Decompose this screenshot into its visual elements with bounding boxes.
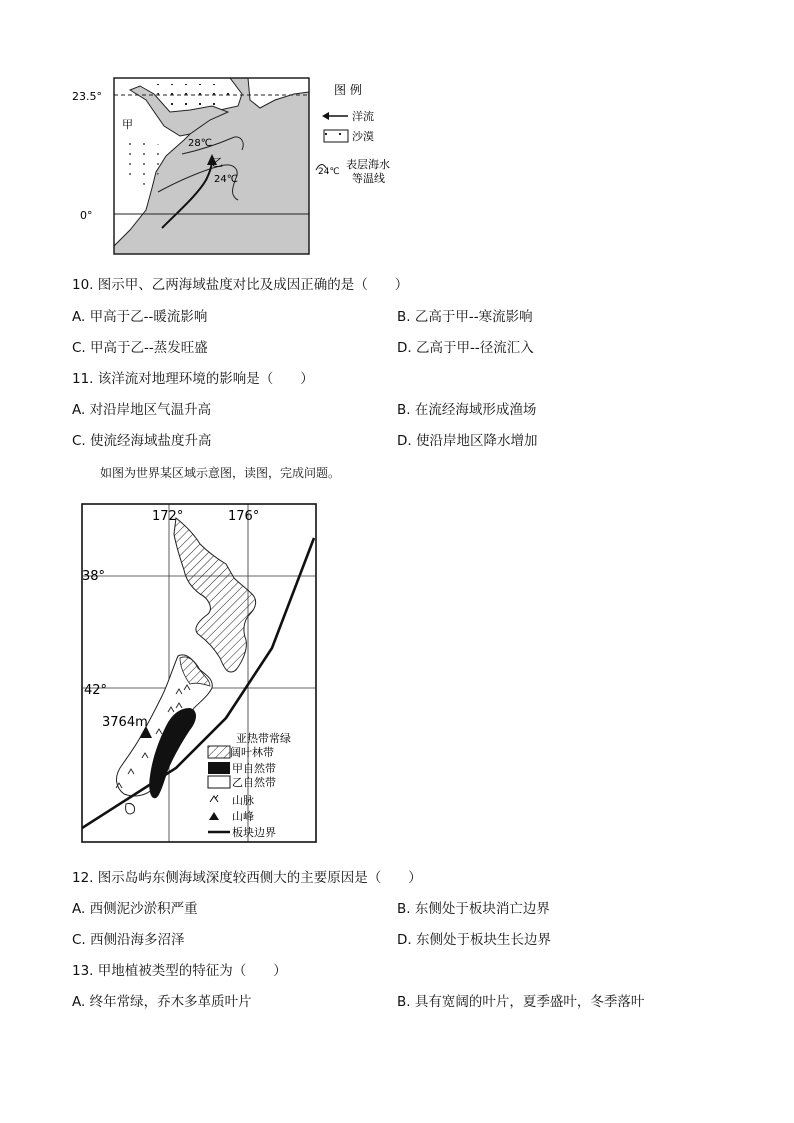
legend-current-label: 洋流 (352, 110, 374, 123)
lat-23-label: 23.5° (72, 90, 102, 103)
q12-stem: 12. 图示岛屿东侧海域深度较西侧大的主要原因是（ ） (72, 870, 422, 886)
label-jia: 甲 (122, 118, 133, 131)
legend-forest-swatch (208, 746, 230, 758)
legend-peak-icon (209, 812, 219, 820)
legend-iso-value: 24℃ (318, 167, 340, 177)
q11-option-d[interactable]: D. 使沿岸地区降水增加 (397, 433, 538, 449)
legend-desert-label: 沙漠 (352, 130, 374, 143)
island-map-svg (76, 498, 326, 848)
q10-option-b[interactable]: B. 乙高于甲--寒流影响 (397, 309, 533, 325)
q13-option-b[interactable]: B. 具有宽阔的叶片，夏季盛叶，冬季落叶 (397, 994, 645, 1010)
q10-stem: 10. 图示甲、乙两海域盐度对比及成因正确的是（ ） (72, 277, 409, 293)
legend-jia-label: 甲自然带 (232, 762, 276, 775)
legend-forest-line2: 阔叶林带 (230, 746, 274, 759)
legend-title: 图 例 (334, 83, 362, 97)
q12-option-a[interactable]: A. 西侧泥沙淤积严重 (72, 901, 198, 917)
q12-option-c[interactable]: C. 西侧沿海多沼泽 (72, 932, 185, 948)
legend-boundary-label: 板块边界 (232, 826, 276, 839)
q11-option-c[interactable]: C. 使流经海域盐度升高 (72, 433, 212, 449)
isotherm-28-label: 28℃ (188, 138, 212, 149)
q11-stem: 11. 该洋流对地理环境的影响是（ ） (72, 371, 314, 387)
legend-mountain-icon (210, 795, 218, 802)
figure-2-island-map (76, 498, 326, 848)
lat-42-label: 42° (84, 683, 108, 698)
legend-mountain-label: 山脉 (232, 794, 254, 807)
q10-option-c[interactable]: C. 甲高于乙--蒸发旺盛 (72, 340, 208, 356)
q12-option-b[interactable]: B. 东侧处于板块消亡边界 (397, 901, 550, 917)
lat-0-label: 0° (80, 209, 93, 222)
peak-elevation-label: 3764m (102, 715, 148, 730)
q11-option-a[interactable]: A. 对沿岸地区气温升高 (72, 402, 212, 418)
lon-172-label: 172° (152, 509, 184, 524)
legend-peak-label: 山峰 (232, 810, 254, 823)
q11-option-b[interactable]: B. 在流经海域形成渔场 (397, 402, 537, 418)
q10-option-a[interactable]: A. 甲高于乙--暖流影响 (72, 309, 208, 325)
legend-desert-swatch (324, 130, 348, 142)
legend-current-arrow-icon (322, 112, 329, 120)
legend-jia-swatch (208, 762, 230, 774)
legend-forest-line1: 亚热带常绿 (236, 732, 291, 745)
legend-yi-label: 乙自然带 (232, 776, 276, 789)
lat-38-label: 38° (82, 569, 106, 584)
legend-yi-swatch (208, 776, 230, 788)
q13-option-a[interactable]: A. 终年常绿，乔木多革质叶片 (72, 994, 252, 1010)
label-yi: 乙 (212, 156, 223, 169)
lon-176-label: 176° (228, 509, 260, 524)
ocean-map-svg (70, 70, 410, 260)
legend-iso-line1: 表层海水 (346, 158, 390, 171)
isotherm-24-label: 24℃ (214, 174, 238, 185)
q13-stem: 13. 甲地植被类型的特征为（ ） (72, 963, 287, 979)
north-island (174, 518, 256, 672)
q10-option-d[interactable]: D. 乙高于甲--径流汇入 (397, 340, 534, 356)
legend-iso-line2: 等温线 (352, 172, 385, 185)
q12-option-d[interactable]: D. 东侧处于板块生长边界 (397, 932, 551, 948)
figure-1-ocean-map (70, 70, 410, 260)
section-intro: 如图为世界某区域示意图，读图，完成问题。 (100, 466, 341, 480)
